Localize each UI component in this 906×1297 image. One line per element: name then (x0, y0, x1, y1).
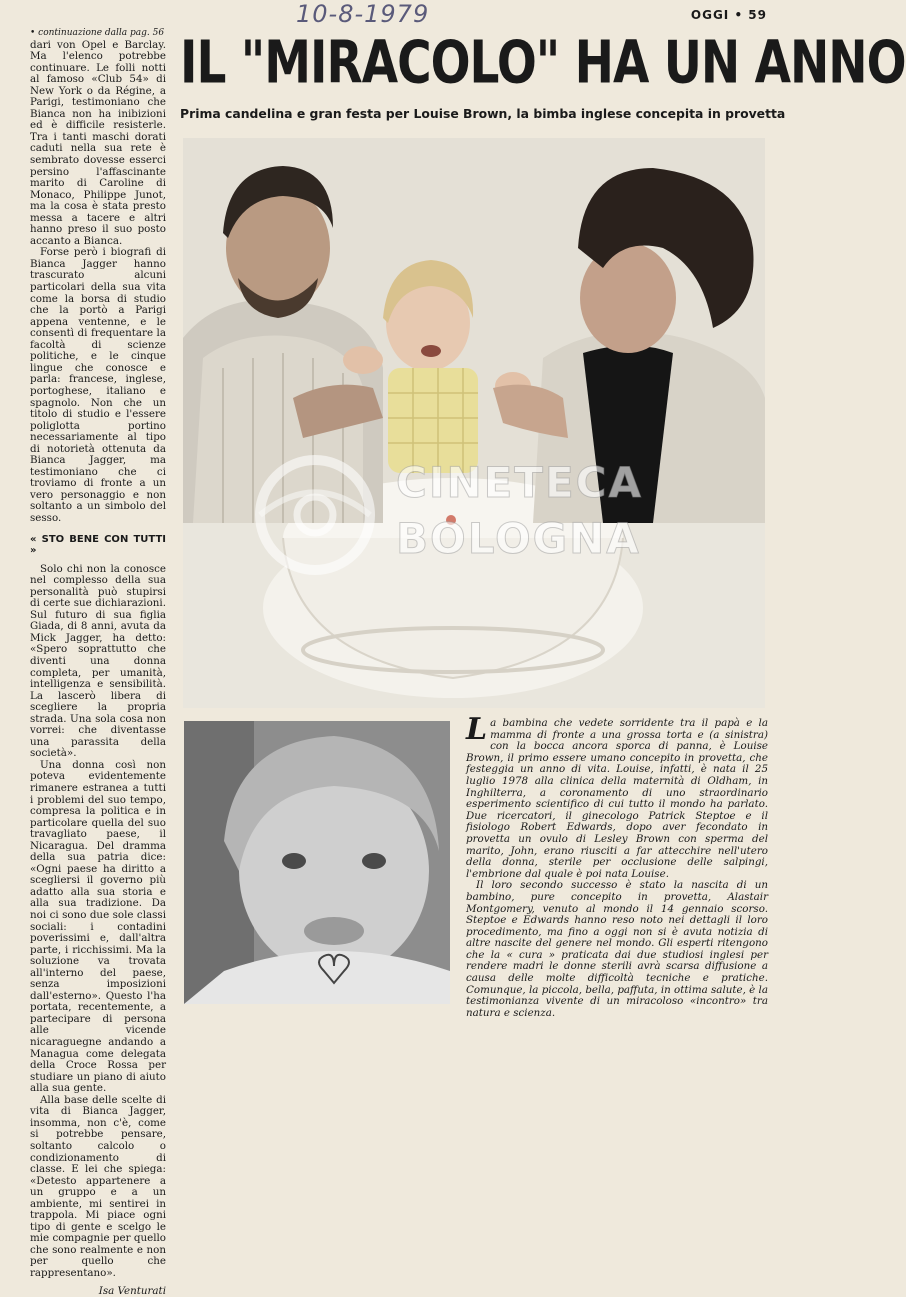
article-paragraph: Una donna così non poteva evidentemente rimanere estranea a tutti i problemi del suo tempo, compresa la politica e in particolare quella del suo travagliato paese, il Nicaragua. Del dramma della sua patria dice: «Ogni paese ha diritto a scegliersi il governo più adatto alla sua storia e alla sua tradizione. Da noi ci sono due sole classi sociali: i contadini poverissimi e, dall'altra parte, i ricchissimi. Ma la soluzione va trovata all'interno del paese, senza imposizioni dall'esterno». Questo l'ha portata, recentemente, a partecipare di persona alle vicende nicaraguegne andando a Managua come delegata della Croce Rossa per studiare un piano di aiuto alla sua gente. (30, 758, 166, 1095)
baby-photo-illustration (184, 721, 450, 1004)
caption-paragraph: Il loro secondo successo è stato la nascita di un bambino, pure concepito in provetta, Alastair Montgomery, venuto al mondo il 14 gennaio scorso. Steptoe e Edwards hanno reso noto nei dettagli il loro procedimento, ma fino a oggi non si è avuta notizia di altre nascite del genere nel mondo. Gli esperti ritengono che la « cura » praticata dai due studiosi inglesi per rendere madri le donne sterili avrà scarsa diffusione a causa delle molte difficoltà tecniche e pratiche. Comunque, la piccola, bella, paffuta, in ottima salute, è la testimonianza vivente di un miracoloso «incontro» tra natura e scienza. (466, 879, 768, 1019)
baby-photo (184, 721, 450, 1004)
film-reel-icon (250, 450, 380, 580)
author-byline: Isa Venturati (98, 1284, 166, 1297)
article-paragraph: Solo chi non la conosce nel complesso della sua personalità può stupirsi di certe sue dichiarazioni. Sul futuro di sua figlia Giada, di 8 anni, avuta da Mick Jagger, ha detto: «Spero soprattutto che diventi una donna completa, per umanità, intelligenza e sensibilità. La lascerò libera di scegliere la propria strada. Una sola cosa non vorrei: che diventasse una parassita della società». (30, 562, 166, 760)
watermark-line2: BOLOGNA (396, 514, 641, 563)
continuation-note: • continuazione dalla pag. 56 (30, 28, 165, 38)
drop-cap: L (466, 712, 488, 747)
section-subhead: « STO BENE CON TUTTI » (30, 533, 166, 557)
family-photo (183, 138, 765, 708)
caption-text: a bambina che vedete sorridente tra il papà e la mamma di fronte a una grossa torta e (a sinistra) con la bocca ancora sporca di panna, è Louise Brown, il primo essere umano concepito in provetta, che festeggia un anno di vita. Louise, infatti, è nata il 25 luglio 1978 alla clinica della maternità di Oldham, in Inghilterra, a coronamento di uno straordinario esperimento scientifico di cui tutto il mondo ha parlato. Due ricercatori, il ginecologo Patrick Steptoe e il fisiologo Robert Edwards, dopo aver fecondato in provetta un ovulo di Lesley Brown con sperma del marito, John, erano riusciti a far attecchire nell'utero della donna, sterile per occlusione delle salpingi, l'embrione dal quale è poi nata Louise. (466, 717, 768, 880)
article-subtitle: Prima candelina e gran festa per Louise Brown, la bimba inglese concepita in provetta (180, 106, 786, 121)
cineteca-watermark (250, 448, 650, 588)
family-photo-illustration (183, 138, 765, 708)
page-header: OGGI • 59 (690, 8, 767, 22)
article-paragraph: dari von Opel e Barclay. Ma l'elenco potrebbe continuare. Le folli notti al famoso «Club 54» di New York o da Régine, a Parigi, testimoniano che Bianca non ha inibizioni ed è difficile resisterle. Tra i tanti maschi dorati caduti nella sua rete è sembrato dovesse esserci persino l'affascinante marito di Caroline di Monaco, Philippe Junot, ma la cosa è stata presto messa a tacere e altri hanno preso il suo posto accanto a Bianca. (30, 38, 166, 247)
left-column-article (30, 28, 166, 1297)
watermark-line1: CINETECA (396, 458, 643, 507)
article-title: IL "MIRACOLO" HA UN ANNO (180, 28, 906, 98)
article-paragraph: Alla base delle scelte di vita di Bianca Jagger, insomma, non c'è, come si potrebbe pensare, soltanto calcolo o condizionamento di classe. E lei che spiega: «Detesto appartenere a un gruppo e a un ambiente, mi sentirei in trappola. Mi piace ogni tipo di gente e scelgo le mie compagnie per quello che sono realmente e non per quello che rappresentano». (30, 1093, 166, 1279)
photo-caption (466, 712, 768, 1019)
handwritten-date: 10-8-1979 (296, 0, 430, 28)
caption-paragraph (466, 712, 768, 880)
article-paragraph: Forse però i biografi di Bianca Jagger hanno trascurato alcuni particolari della sua vita come la borsa di studio che la portò a Parigi appena ventenne, e le consentì di frequentare la facoltà di scienze politiche, e le cinque lingue che conosce e parla: francese, inglese, portoghese, italiano e spagnolo. Non che un titolo di studio e l'essere poliglotta portino necessariamente al tipo di notorietà ottenuta da Bianca Jagger, ma testimoniano che ci troviamo di fronte a un vero personaggio e non soltanto a un simbolo del sesso. (30, 246, 166, 524)
